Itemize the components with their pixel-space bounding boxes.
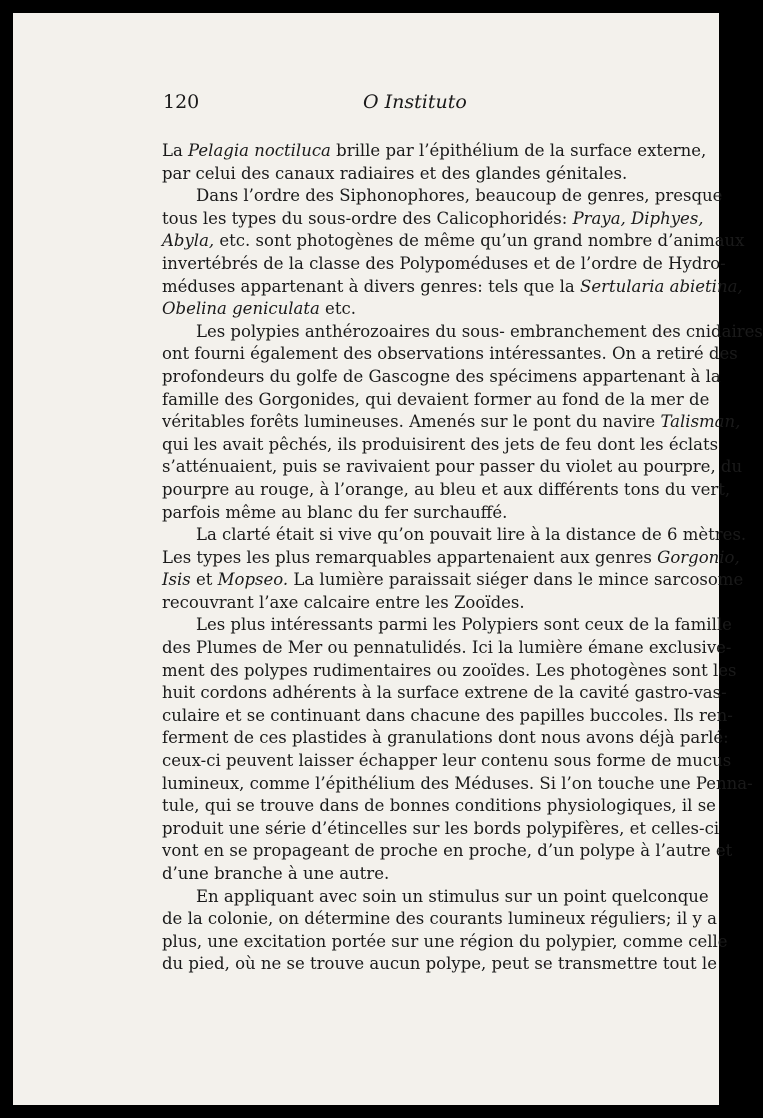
paragraph	[162, 185, 745, 321]
paragraph	[162, 886, 728, 976]
text-line	[162, 773, 753, 796]
text-line	[162, 298, 641, 321]
text-line	[162, 908, 717, 931]
paragraph	[162, 524, 747, 614]
text-segment: huit cordons adhérents à la surface extrene de la cavité gastro-vas-	[162, 683, 727, 703]
text-line	[162, 750, 732, 773]
page-header	[13, 91, 719, 119]
text-segment: En appliquant avec soin un stimulus sur un point quelconque	[196, 886, 709, 906]
text-line	[162, 547, 740, 570]
text-line	[162, 456, 743, 479]
text-segment: Isis	[162, 570, 191, 590]
text-segment: tule, qui se trouve dans de bonnes conditions physiologiques, il se	[162, 796, 716, 816]
text-line	[162, 592, 641, 615]
text-line	[162, 163, 641, 186]
text-line	[162, 502, 641, 525]
text-segment: recouvrant l’axe calcaire entre les Zooïdes.	[162, 592, 525, 612]
text-segment: du pied, où ne se trouve aucun polype, peut se transmettre tout le	[162, 954, 717, 974]
text-line	[162, 569, 744, 592]
text-segment: Praya, Diphyes,	[572, 208, 704, 228]
text-line	[162, 321, 763, 344]
text-segment: La	[162, 141, 189, 160]
text-segment: produit une série d’étincelles sur les bords polypifères, et celles-ci	[162, 818, 720, 838]
text-segment: invertébrés de la classe des Polypoméduses et de l’ordre de Hydro-	[162, 253, 726, 273]
text-line	[162, 524, 747, 547]
text-line	[162, 230, 745, 253]
text-segment: s’atténuaient, puis se ravivaient pour passer du violet au pourpre, du	[162, 457, 743, 477]
text-line	[162, 479, 731, 502]
text-segment: famille des Gorgonides, qui devaient former au fond de la mer de	[162, 389, 710, 409]
text-line	[162, 840, 733, 863]
running-title: O Instituto	[363, 91, 467, 113]
text-line	[162, 886, 709, 909]
text-line	[162, 185, 723, 208]
text-segment: de la colonie, on détermine des courants lumineux réguliers; il y a	[162, 909, 717, 929]
text-segment: profondeurs du golfe de Gascogne des spécimens appartenant à la	[162, 366, 721, 386]
text-segment: pourpre au rouge, à l’orange, au bleu et aux différents tons du vert,	[162, 479, 731, 499]
text-line	[162, 434, 719, 457]
text-line	[162, 208, 704, 231]
text-segment: etc. sont photogènes de même qu’un grand nombre d’animaux	[214, 231, 745, 251]
text-line	[162, 705, 733, 728]
paragraph	[162, 321, 763, 524]
text-line	[162, 366, 721, 389]
text-line	[162, 682, 727, 705]
text-segment: Talisman,	[660, 412, 741, 432]
book-page	[13, 13, 763, 1105]
text-segment: qui les avait pêchés, ils produisirent des jets de feu dont les éclats	[162, 434, 719, 454]
text-segment: ont fourni également des observations intéressantes. On a retiré des	[162, 344, 738, 364]
text-segment: par celui des canaux radiaires et des glandes génitales.	[162, 163, 628, 183]
text-segment: méduses appartenant à divers genres: tels que la	[162, 276, 581, 296]
text-segment: Obelina geniculata	[162, 299, 320, 319]
paragraph	[162, 614, 753, 885]
text-segment: brille par l’épithélium de la surface externe,	[330, 141, 707, 160]
text-segment: parfois même au blanc du fer surchauffé.	[162, 502, 508, 522]
text-line	[162, 140, 707, 163]
text-line	[162, 931, 728, 954]
body-text	[162, 140, 763, 976]
text-segment: des Plumes de Mer ou pennatulidés. Ici la lumière émane exclusive-	[162, 638, 732, 658]
text-segment: plus, une excitation portée sur une région du polypier, comme celle	[162, 931, 728, 951]
text-segment: Gorgonio,	[657, 547, 740, 567]
text-line	[162, 795, 716, 818]
text-segment: lumineux, comme l’épithélium des Méduses. Si l’on touche une Penna-	[162, 773, 753, 793]
text-segment: ceux-ci peuvent laisser échapper leur contenu sous forme de mucus	[162, 751, 732, 771]
text-line	[162, 727, 729, 750]
text-line	[162, 411, 741, 434]
text-line	[162, 276, 743, 299]
text-segment: Dans l’ordre des Siphonophores, beaucoup de genres, presque	[196, 186, 723, 206]
text-segment: Les types les plus remarquables appartenaient aux genres	[162, 547, 658, 567]
text-segment: etc.	[319, 299, 356, 319]
text-line	[162, 343, 738, 366]
text-segment: culaire et se continuant dans chacune des papilles buccoles. Ils ren-	[162, 705, 733, 725]
text-segment: Pelagia noctiluca	[188, 141, 331, 160]
text-segment: ment des polypes rudimentaires ou zooïdes. Les photogènes sont les	[162, 660, 737, 680]
text-line	[162, 660, 737, 683]
page-number: 120	[163, 91, 200, 113]
paragraph	[162, 140, 707, 185]
text-segment: d’une branche à une autre.	[162, 864, 390, 883]
text-line	[162, 389, 710, 412]
text-segment: Sertularia abietina,	[580, 276, 743, 296]
text-segment: Les polypies anthérozoaires du sous- embranchement des cnidaires	[196, 321, 763, 341]
text-line	[162, 953, 717, 976]
text-line	[162, 863, 641, 886]
text-line	[162, 637, 732, 660]
text-segment: La clarté était si vive qu’on pouvait lire à la distance de 6 mètres.	[196, 525, 747, 545]
text-segment: véritables forêts lumineuses. Amenés sur le pont du navire	[162, 412, 661, 432]
text-segment: vont en se propageant de proche en proche, d’un polype à l’autre et	[162, 841, 733, 861]
text-segment: ferment de ces plastides à granulations dont nous avons déjà parlé:	[162, 728, 729, 748]
text-segment: Mopseo.	[217, 570, 289, 590]
text-line	[162, 818, 720, 841]
text-segment: et	[190, 570, 218, 590]
text-line	[162, 253, 726, 276]
text-segment: Abyla,	[162, 231, 215, 251]
text-line	[162, 614, 732, 637]
text-segment: tous les types du sous-ordre des Calicophoridés:	[162, 208, 573, 228]
text-segment: La lumière paraissait siéger dans le mince sarcosome	[288, 570, 744, 590]
text-segment: Les plus intéressants parmi les Polypiers sont ceux de la famille	[196, 615, 732, 635]
